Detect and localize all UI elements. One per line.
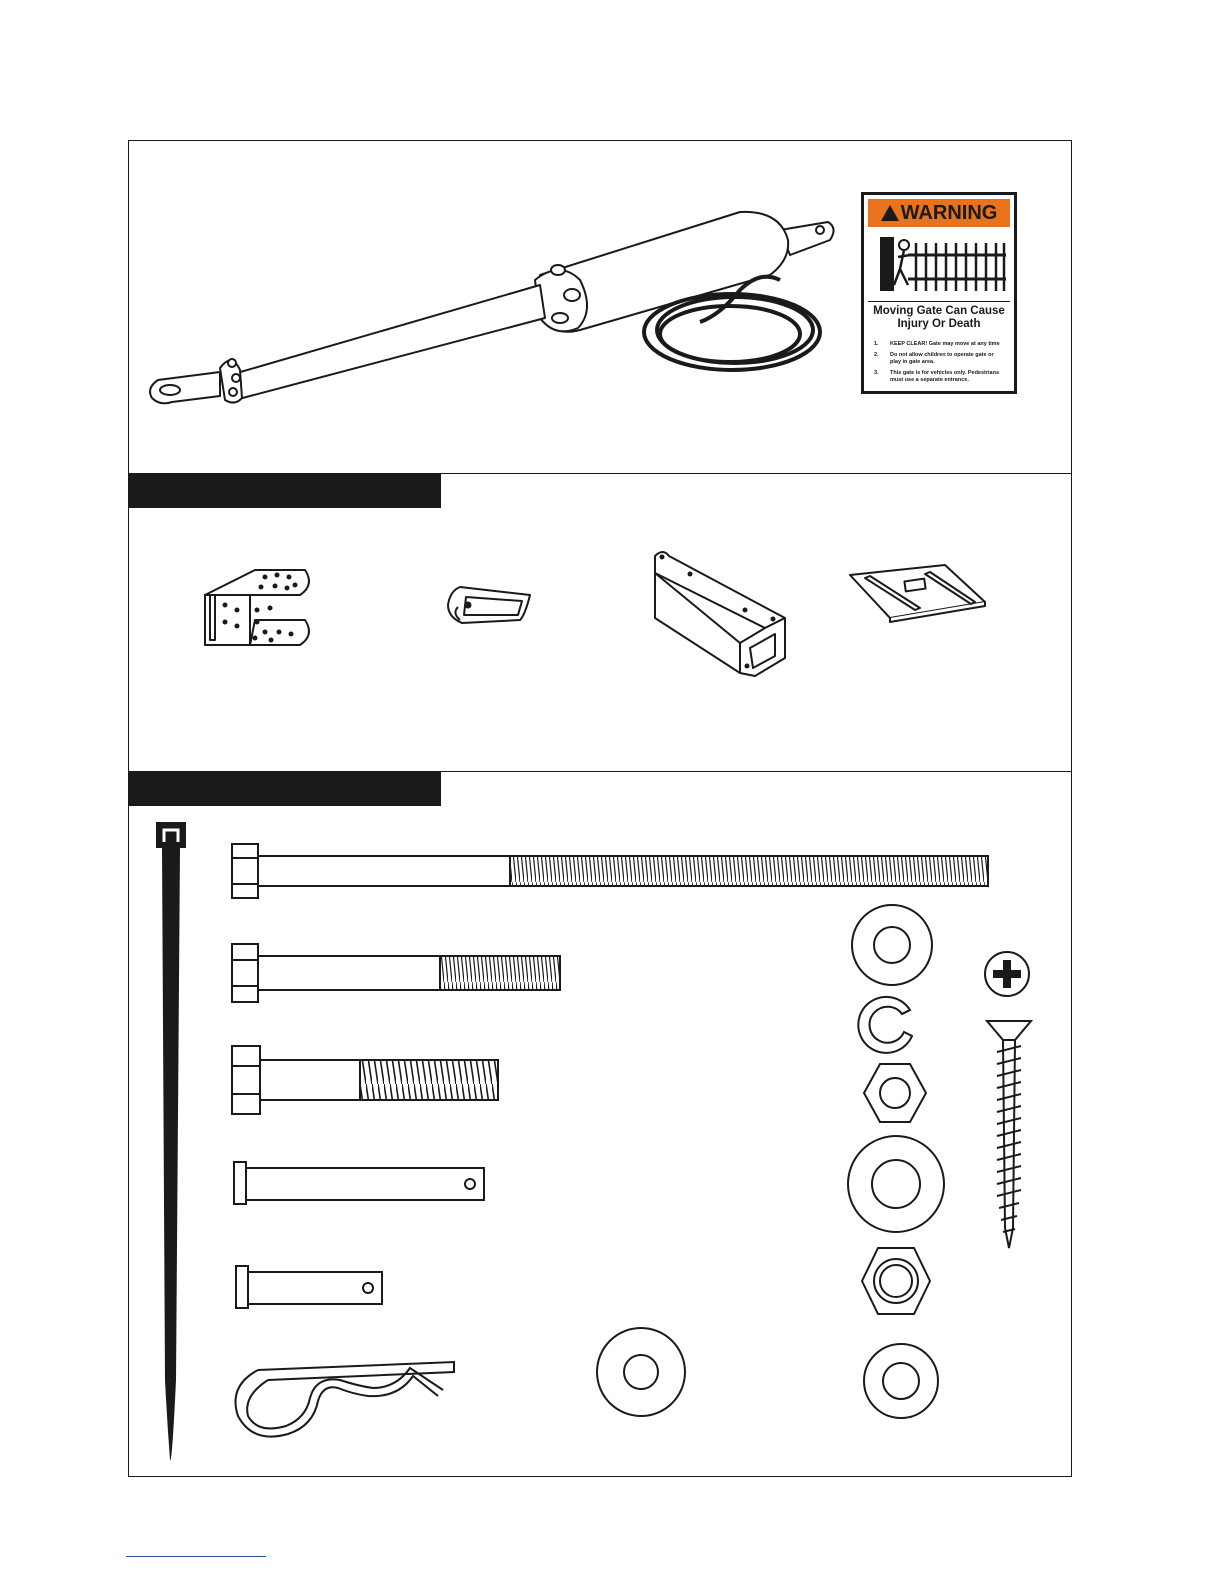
hairpin-cotter-icon: [228, 1356, 463, 1444]
brackets-section-heading: [129, 474, 441, 508]
gate-hazard-pictogram-icon: [878, 235, 1008, 295]
power-cable-icon: [640, 270, 825, 380]
clip-bracket-icon: [440, 585, 535, 630]
fender-washer-icon: [595, 1326, 687, 1418]
short-clevis-pin-icon: [232, 1264, 388, 1310]
phillips-screw-icon: [983, 950, 1031, 998]
slotted-plate-icon: [845, 560, 990, 625]
warning-title-line2: Injury Or Death: [897, 318, 981, 330]
large-flat-washer-icon: [846, 1134, 946, 1234]
warning-item: 1. KEEP CLEAR! Gate may move at any time: [874, 341, 1000, 347]
warning-sign-icon: [861, 192, 1017, 394]
hardware-section-heading: [129, 772, 441, 806]
long-clevis-pin-icon: [230, 1160, 490, 1206]
short-hex-bolt-icon: [228, 1044, 508, 1116]
u-bracket-icon: [195, 560, 325, 660]
wood-screw-icon: [985, 1018, 1035, 1250]
warning-item: 3. This gate is for vehicles only. Pedestrians must use a separate entrance.: [874, 370, 1000, 383]
channel-bracket-icon: [645, 548, 790, 683]
warning-item: 2. Do not allow children to operate gate or play in gate area.: [874, 352, 994, 365]
flat-washer-icon: [850, 903, 934, 987]
small-flat-washer-icon: [862, 1342, 940, 1420]
medium-hex-bolt-icon: [228, 942, 568, 1004]
warning-heading: WARNING: [900, 202, 998, 224]
warning-title-line1: Moving Gate Can Cause: [873, 305, 1005, 317]
lock-washer-icon: [860, 992, 926, 1058]
nylon-lock-nut-icon: [860, 1246, 932, 1316]
cable-tie-icon: [154, 820, 194, 1465]
long-hex-bolt-icon: [228, 842, 993, 900]
hex-nut-icon: [862, 1062, 928, 1124]
footer-link-rule: [126, 1556, 266, 1557]
warning-triangle-icon: [881, 205, 899, 221]
